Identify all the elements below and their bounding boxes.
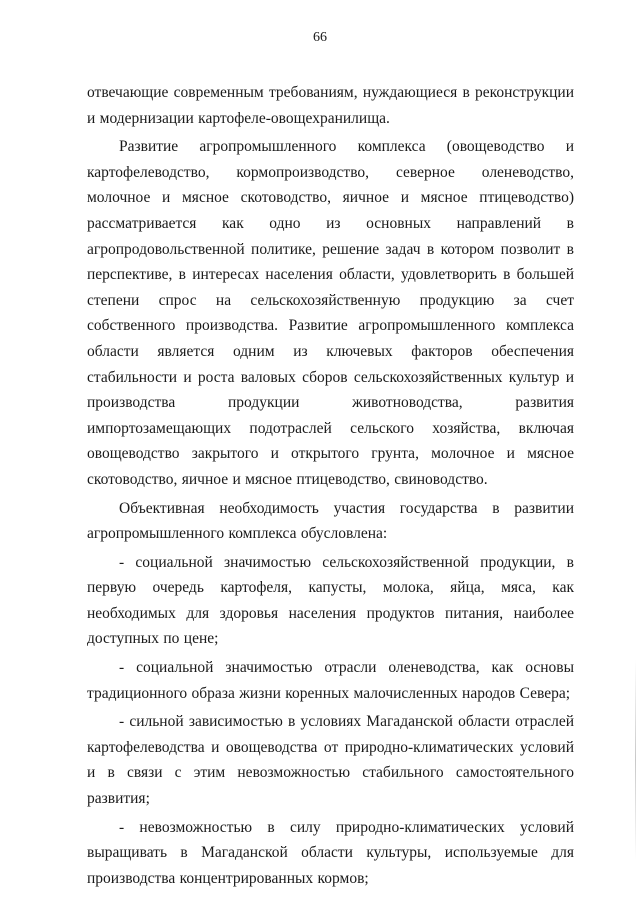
paragraph-agro-development: Развитие агропромышленного комплекса (овощеводство и картофелеводство, кормопроизводство, северное оленеводство, молочное и мясное скотоводство, яичное и мясное птицеводство) рассматривается как одно из основных направлений в агропродовольственной политике, решение задач в котором позволит в перспективе, в интересах населения области, удовлетворить в большей степени спрос на сельскохозяйственную продукцию за счет собственного производства. Развитие агропромышленного комплекса области является одним из ключевых факторов обеспечения стабильности и роста валовых сборов сельскохозяйственных культур и производства продукции животноводства, развития импортозамещающих подотраслей сельского хозяйства, включая овощеводство закрытого и открытого грунта, молочное и мясное скотоводство, яичное и мясное птицеводство, свиноводство. bbox=[87, 138, 574, 488]
list-item-climate-dependence: - сильной зависимостью в условиях Магаданской области отраслей картофелеводства и овощеводства от природно-климатических условий и в связи с этим невозможностью стабильного самостоятельного развития; bbox=[87, 713, 574, 808]
paragraph-state-necessity: Объективная необходимость участия государства в развитии агропромышленного комплекса обусловлена: bbox=[87, 499, 574, 543]
list-item-social-significance-products: - социальной значимостью сельскохозяйственной продукции, в первую очередь картофеля, капусты, молока, яйца, мяса, как необходимых для здоровья населения продуктов питания, наиболее доступных по цене; bbox=[87, 553, 574, 648]
list-item-feed-crops: - невозможностью в силу природно-климатических условий выращивать в Магаданской области культуры, используемые для производства концентрированных кормов; bbox=[87, 818, 574, 887]
list-item-reindeer-herding: - социальной значимостью отрасли оленеводства, как основы традиционного образа жизни коренных малочисленных народов Севера; bbox=[87, 659, 574, 702]
scan-edge-mark bbox=[635, 660, 636, 860]
document-body bbox=[87, 80, 574, 894]
paragraph-continuation: отвечающие современным требованиям, нуждающиеся в реконструкции и модернизации картофеле-овощехранилища. bbox=[87, 84, 574, 127]
page-number: 66 bbox=[313, 30, 327, 45]
